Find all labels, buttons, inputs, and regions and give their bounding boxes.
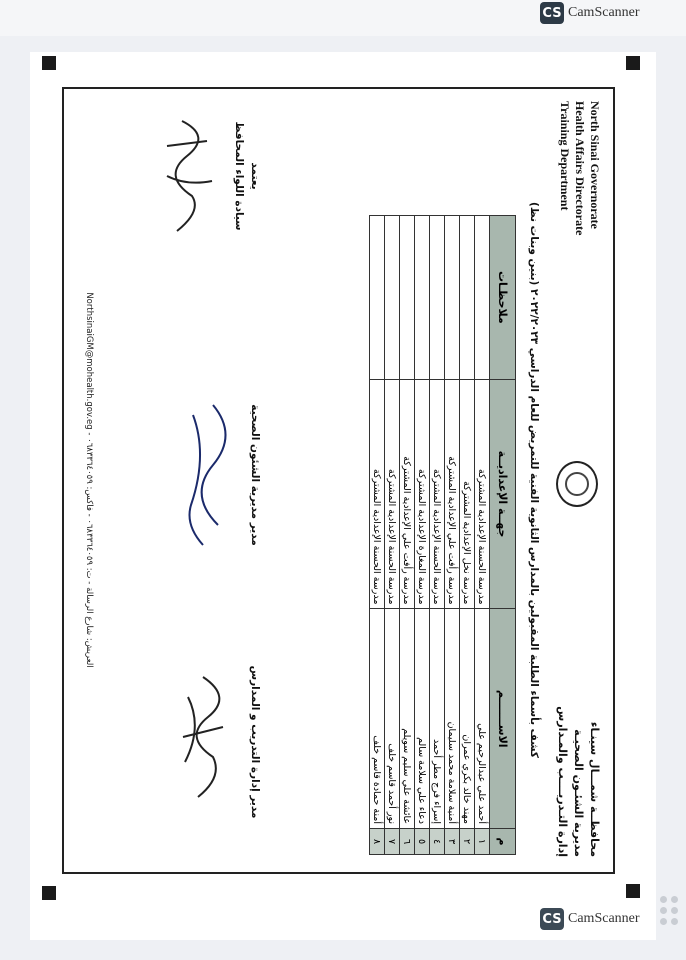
camscanner-label: CamScanner (568, 911, 640, 926)
handwritten-signature-icon (157, 111, 227, 241)
corner-marker (42, 56, 56, 70)
camscanner-logo-icon: CS (540, 2, 564, 24)
col-header-notes: ملاحظـات (490, 216, 516, 380)
table-row: ١ أحمد علي عبدالرحيم علي مدرسة الحسنة الإعدادية المشتركة (475, 216, 490, 855)
signature-block-health-director: مدير مديرية الشئون الصحية (173, 370, 263, 580)
document-title: كشف بأسماء الطلبة المقبولين بالمدارس الثانوية الفنية للتمريض للعام الدراسي ٢٠٢٢/٢٠٢٣ (بنين وبنات نظ) (528, 202, 540, 758)
camscanner-logo-icon: CS (540, 908, 564, 930)
more-options-icon[interactable] (660, 896, 680, 925)
table-row: ٣ أمنية سلامة محمد سليمان مدرسة رأفت علي الإعدادية المشتركة (445, 216, 460, 855)
scanner-watermark-bottom (540, 908, 640, 930)
students-table (369, 215, 516, 855)
table-row: ٤ إسراء فرج مطر أحمد مدرسة الحسنة الإعدادية المشتركة (430, 216, 445, 855)
col-header-name: الاســـــــم (490, 609, 516, 829)
signature-block-training: مدير إدارة التدريب و المدارس (173, 627, 263, 857)
signature-block-governor: يعتمد سيادة اللواء المحافظ (157, 101, 263, 251)
table-row: ٢ مهند خالد بكري عمران مدرسة نخل الإعدادية المشتركة (460, 216, 475, 855)
table-row: ٦ عائشة علي سليم سويلم مدرسة رأفت علي الإعدادية المشتركة (400, 216, 415, 855)
col-header-school: جهــة الإعداديــة (490, 379, 516, 609)
table-row: ٥ دعاء علي سلامة سالم مدرسة المغارة الإعدادية المشتركة (415, 216, 430, 855)
corner-marker (42, 886, 56, 900)
table-row: ٨ أمنة حمادة قاسم خلف مدرسة الحسنة الإعدادية المشتركة (370, 216, 385, 855)
ministry-seal-icon (556, 461, 598, 507)
corner-marker (626, 884, 640, 898)
camscanner-label: CamScanner (568, 5, 640, 20)
document-footer: العريش: شارع الرسالة - ت: ٠٦٨٣٣٦٤٠٥٩ - فاكس: ٠٦٨٣٣٦٤٠٥٩ - NorthsinaiGM@mohealth.gov.eg (84, 292, 94, 668)
header-english: North Sinai Governorate Health Affairs Directorate Training Department (558, 101, 602, 236)
header-arabic: محافظــة شمـــال سينـاء مديرية الشئـون الصحيـة إدارة التـدريــــب والمـدارس (556, 706, 601, 857)
col-header-number: م (490, 829, 516, 855)
handwritten-signature-icon (173, 667, 243, 817)
handwritten-signature-icon (173, 395, 243, 555)
table-header-row (490, 216, 516, 855)
corner-marker (626, 56, 640, 70)
scanner-watermark-top (540, 2, 640, 24)
rotated-document (68, 95, 608, 865)
table-row: ٧ نور أحمد قاسم خلف مدرسة الحسنة الإعدادية المشتركة (385, 216, 400, 855)
